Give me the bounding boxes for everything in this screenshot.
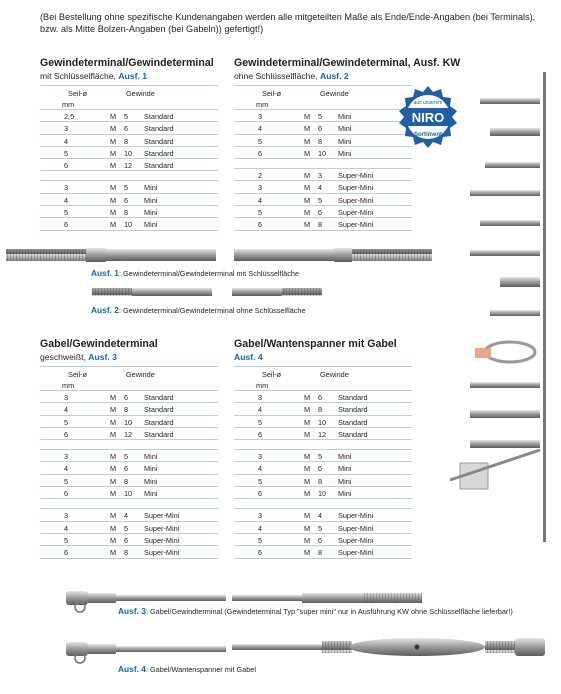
cell-m: M [110, 523, 117, 533]
table-row [40, 522, 218, 534]
table-row [40, 403, 218, 415]
cell-type: Mini [338, 112, 352, 121]
cell-type: Mini [144, 195, 158, 205]
cell-seil: 3 [258, 183, 263, 193]
cell-m: M [304, 511, 311, 521]
cell-seil: 3 [64, 183, 69, 193]
cell-size: 5 [124, 112, 129, 121]
cell-seil: 6 [258, 148, 263, 158]
cell-seil: 4 [258, 523, 263, 533]
table-row [40, 546, 218, 558]
cell-type: Super-Mini [338, 535, 374, 545]
table-row [40, 391, 218, 403]
cell-type: Mini [338, 476, 352, 486]
cell-type: Super-Mini [338, 523, 374, 533]
cell-m: M [110, 476, 117, 486]
cell-size: 6 [318, 393, 323, 402]
section-1-subtitle [40, 71, 147, 81]
cell-size: 8 [124, 136, 129, 146]
cell-seil: 5 [64, 417, 69, 427]
product-image-ausf-1-right [234, 244, 434, 266]
cell-m: M [304, 171, 311, 181]
cell-size: 6 [124, 393, 129, 402]
table-row [40, 462, 218, 474]
cell-size: 8 [318, 548, 323, 558]
table-row [234, 110, 412, 122]
cell-m: M [304, 452, 311, 462]
cell-size: 5 [124, 452, 129, 462]
cell-m: M [110, 511, 117, 521]
cell-m: M [304, 195, 311, 205]
table-row [234, 428, 412, 440]
table-header [40, 85, 218, 110]
cell-size: 12 [318, 429, 327, 439]
table-row [234, 169, 412, 181]
cell-size: 3 [318, 171, 323, 181]
cell-size: 8 [318, 220, 323, 230]
cell-size: 6 [124, 464, 129, 474]
cell-seil: 6 [258, 429, 263, 439]
cell-seil: 5 [258, 476, 263, 486]
table-group-spacer [40, 440, 218, 450]
cell-seil: 3 [258, 112, 263, 121]
cell-seil: 4 [64, 405, 69, 415]
cell-m: M [110, 161, 117, 171]
cell-seil: 5 [258, 535, 263, 545]
section-4-subtitle [234, 352, 263, 362]
cell-seil: 6 [258, 489, 263, 499]
cell-m: M [110, 535, 117, 545]
cell-type: Super-Mini [338, 220, 374, 230]
cell-type: Mini [338, 452, 352, 462]
column-header-seil: Seil-ø [68, 370, 88, 379]
table-row [234, 450, 412, 462]
cell-type: Super-Mini [338, 195, 374, 205]
cell-size: 5 [318, 452, 323, 462]
table-row [234, 147, 412, 159]
cell-m: M [110, 417, 117, 427]
table-row [234, 403, 412, 415]
cell-type: Standard [144, 161, 174, 171]
table-row [40, 206, 218, 218]
cell-m: M [304, 535, 311, 545]
cell-type: Super-Mini [144, 523, 180, 533]
cell-seil: 4 [64, 464, 69, 474]
cell-size: 8 [124, 476, 129, 486]
cell-size: 10 [124, 489, 133, 499]
product-image-ausf-4-left [64, 634, 234, 666]
cell-m: M [304, 476, 311, 486]
cell-type: Standard [144, 405, 174, 415]
cell-seil: 3 [64, 393, 69, 402]
cell-size: 5 [124, 183, 129, 193]
cell-type: Standard [144, 417, 174, 427]
cell-seil: 6 [64, 548, 69, 558]
product-image-ausf-1-left [4, 244, 228, 266]
cell-m: M [304, 489, 311, 499]
cell-m: M [110, 429, 117, 439]
cell-type: Standard [144, 124, 174, 134]
cell-type: Super-Mini [338, 183, 374, 193]
cell-type: Standard [338, 393, 368, 402]
column-header-mm: mm [62, 100, 75, 109]
table-row [234, 391, 412, 403]
table-group-spacer [234, 440, 412, 450]
table-group-spacer [234, 499, 412, 509]
column-header-gewinde: Gewinde [126, 370, 155, 379]
table-row [40, 487, 218, 499]
table-row [234, 218, 412, 230]
table-row [40, 110, 218, 122]
cell-seil: 3 [64, 452, 69, 462]
cell-m: M [110, 489, 117, 499]
cell-size: 8 [318, 476, 323, 486]
cell-m: M [304, 124, 311, 134]
section-3-subtitle [40, 352, 117, 362]
cell-size: 10 [318, 489, 327, 499]
cell-m: M [304, 208, 311, 218]
cell-size: 6 [124, 535, 129, 545]
cell-type: Standard [338, 417, 368, 427]
table-group-spacer [40, 499, 218, 509]
cell-type: Standard [338, 429, 368, 439]
table-group-spacer [40, 171, 218, 181]
cell-type: Mini [144, 208, 158, 218]
table-row [234, 135, 412, 147]
cell-size: 8 [124, 548, 129, 558]
table-row [40, 509, 218, 521]
cell-size: 10 [124, 220, 133, 230]
cell-m: M [110, 393, 117, 402]
cell-seil: 6 [64, 161, 69, 171]
cell-seil: 5 [64, 476, 69, 486]
cell-size: 5 [318, 523, 323, 533]
cell-type: Super-Mini [338, 548, 374, 558]
caption-4-ausf: Ausf. 4 [118, 664, 146, 674]
table-row [40, 428, 218, 440]
table-row [40, 450, 218, 462]
cell-seil: 5 [258, 208, 263, 218]
table-row [40, 159, 218, 171]
table-row [40, 534, 218, 546]
cell-seil: 6 [64, 220, 69, 230]
cell-size: 6 [124, 195, 129, 205]
cell-type: Mini [144, 452, 158, 462]
table-row [234, 181, 412, 193]
cell-size: 5 [318, 195, 323, 205]
cell-type: Mini [338, 148, 352, 158]
section-3-title: Gabel/Gewindeterminal [40, 338, 158, 350]
cell-seil: 5 [258, 136, 263, 146]
cell-size: 10 [124, 417, 133, 427]
caption-3-text: : Gabel/Gewindterminal (Gewindeterminal Typ "super mini" nur in Ausführung KW ohne Schlüsselfläche lieferbar!) [145, 607, 513, 616]
intro-note [40, 11, 560, 36]
cell-type: Mini [338, 489, 352, 499]
cell-m: M [304, 417, 311, 427]
table-row [234, 546, 412, 558]
cell-size: 6 [318, 208, 323, 218]
section-1-ausf: Ausf. 1 [118, 71, 147, 81]
cell-seil: 5 [64, 148, 69, 158]
cell-type: Super-Mini [338, 208, 374, 218]
cell-size: 4 [318, 511, 323, 521]
cell-m: M [304, 405, 311, 415]
cell-m: M [304, 112, 311, 121]
caption-3-ausf: Ausf. 3 [118, 606, 146, 616]
table-row [234, 475, 412, 487]
section-2-sub-text: ohne Schlüsselfläche, [234, 71, 320, 81]
intro-line-2: bzw. als Mitte Bolzen-Angaben (bei Gabeln)) gefertigt!) [40, 24, 264, 35]
table-row [234, 206, 412, 218]
table-section-2 [234, 85, 412, 231]
cell-size: 8 [124, 208, 129, 218]
column-header-gewinde: Gewinde [126, 89, 155, 98]
cell-seil: 2 [258, 171, 263, 181]
cell-seil: 3 [258, 511, 263, 521]
cell-m: M [110, 124, 117, 134]
cell-size: 5 [318, 112, 323, 121]
cell-m: M [110, 195, 117, 205]
column-header-gewinde: Gewinde [320, 89, 349, 98]
table-row [40, 147, 218, 159]
cell-type: Super-Mini [144, 548, 180, 558]
cell-type: Mini [338, 464, 352, 474]
section-4-title: Gabel/Wantenspanner mit Gabel [234, 338, 397, 350]
cell-m: M [304, 523, 311, 533]
cell-size: 4 [318, 183, 323, 193]
table-header [40, 366, 218, 391]
caption-1-text: : Gewindeterminal/Gewindeterminal mit Schlüsselfläche [118, 269, 300, 278]
section-1-sub-text: mit Schlüsselfläche, [40, 71, 119, 81]
cell-seil: 5 [64, 208, 69, 218]
cell-m: M [110, 148, 117, 158]
intro-line-1: (Bei Bestellung ohne spezifische Kundenangaben werden alle mitgeteilten Maße als Ende/Ende-Angaben (bei Terminals), [40, 12, 536, 22]
cell-m: M [110, 136, 117, 146]
column-header-seil: Seil-ø [262, 370, 282, 379]
cell-seil: 6 [258, 220, 263, 230]
table-header [234, 85, 412, 110]
cell-size: 6 [318, 535, 323, 545]
cell-type: Standard [144, 148, 174, 158]
niro-badge-icon [395, 84, 461, 150]
caption-2-ausf: Ausf. 2 [91, 305, 119, 315]
table-row [40, 475, 218, 487]
table-row [234, 194, 412, 206]
column-header-mm: mm [256, 100, 269, 109]
caption-2-text: : Gewindeterminal/Gewindeterminal ohne Schlüsselfläche [118, 306, 306, 315]
cell-m: M [304, 148, 311, 158]
cell-size: 4 [124, 511, 129, 521]
cell-size: 8 [124, 405, 129, 415]
cell-size: 10 [318, 148, 327, 158]
cell-type: Mini [338, 124, 352, 134]
column-header-seil: Seil-ø [262, 89, 282, 98]
table-row [234, 522, 412, 534]
table-row [234, 487, 412, 499]
table-section-3 [40, 366, 218, 559]
caption-ausf-3 [118, 606, 513, 616]
section-2-subtitle [234, 71, 349, 81]
table-row [234, 509, 412, 521]
cell-size: 8 [318, 405, 323, 415]
section-3-sub-text: geschweißt, [40, 352, 89, 362]
cell-size: 6 [318, 124, 323, 134]
cell-seil: 5 [258, 417, 263, 427]
caption-ausf-2 [91, 305, 306, 315]
cell-seil: 4 [258, 195, 263, 205]
column-header-mm: mm [256, 381, 269, 390]
cell-m: M [304, 429, 311, 439]
cell-type: Standard [144, 136, 174, 146]
section-4-ausf: Ausf. 4 [234, 352, 263, 362]
cell-type: Standard [144, 112, 174, 121]
cell-type: Mini [144, 476, 158, 486]
cell-type: Mini [338, 136, 352, 146]
cell-m: M [304, 136, 311, 146]
table-row [234, 534, 412, 546]
cell-seil: 4 [258, 405, 263, 415]
cell-seil: 4 [64, 523, 69, 533]
table-row [234, 416, 412, 428]
cell-size: 10 [318, 417, 327, 427]
table-row [40, 194, 218, 206]
cell-m: M [110, 452, 117, 462]
cell-seil: 3 [64, 124, 69, 134]
cell-seil: 6 [64, 429, 69, 439]
cell-seil: 3 [258, 393, 263, 402]
section-1-title: Gewindeterminal/Gewindeterminal [40, 57, 214, 69]
cell-seil: 6 [64, 489, 69, 499]
table-group-spacer [234, 159, 412, 169]
cell-type: Standard [338, 405, 368, 415]
cell-type: Mini [144, 183, 158, 193]
product-image-ausf-2-left [92, 285, 212, 299]
column-header-gewinde: Gewinde [320, 370, 349, 379]
cell-type: Mini [144, 464, 158, 474]
cell-m: M [110, 208, 117, 218]
column-header-seil: Seil-ø [68, 89, 88, 98]
cell-seil: 3 [64, 511, 69, 521]
badge-label: NIRO [411, 110, 445, 125]
badge-ring-top: aus unserem [413, 100, 443, 106]
caption-4-text: : Gabel/Wantenspanner mit Gabel [145, 665, 256, 674]
cell-m: M [110, 220, 117, 230]
cell-type: Mini [144, 489, 158, 499]
table-row [40, 181, 218, 193]
cell-type: Super-Mini [338, 171, 374, 181]
section-3-ausf: Ausf. 3 [88, 352, 117, 362]
cell-seil: 3 [258, 452, 263, 462]
cell-type: Super-Mini [144, 535, 180, 545]
cell-m: M [304, 220, 311, 230]
product-image-ausf-2-right [232, 285, 322, 299]
caption-ausf-1 [91, 268, 299, 278]
cell-seil: 2,5 [64, 112, 75, 121]
table-header [234, 366, 412, 391]
table-row [40, 416, 218, 428]
cell-size: 12 [124, 429, 133, 439]
cell-size: 6 [318, 464, 323, 474]
column-header-mm: mm [62, 381, 75, 390]
cell-m: M [304, 393, 311, 402]
cell-type: Standard [144, 429, 174, 439]
cell-type: Mini [144, 220, 158, 230]
cell-m: M [110, 112, 117, 121]
cell-type: Super-Mini [144, 511, 180, 521]
cell-type: Super-Mini [338, 511, 374, 521]
cell-size: 6 [124, 124, 129, 134]
cell-m: M [110, 405, 117, 415]
table-row [40, 218, 218, 230]
cell-size: 5 [124, 523, 129, 533]
section-2-title: Gewindeterminal/Gewindeterminal, Ausf. KW [234, 57, 461, 69]
cell-m: M [110, 464, 117, 474]
table-section-1 [40, 85, 218, 231]
cell-m: M [304, 183, 311, 193]
section-2-ausf: Ausf. 2 [320, 71, 349, 81]
badge-ring-bottom: Sortiment [413, 132, 443, 138]
cell-seil: 4 [258, 124, 263, 134]
caption-1-ausf: Ausf. 1 [91, 268, 119, 278]
cell-size: 8 [318, 136, 323, 146]
cell-seil: 4 [258, 464, 263, 474]
cell-type: Standard [144, 393, 174, 402]
table-row [40, 122, 218, 134]
table-row [40, 135, 218, 147]
cell-m: M [110, 548, 117, 558]
cell-m: M [304, 548, 311, 558]
table-section-4 [234, 366, 412, 559]
cell-size: 12 [124, 161, 133, 171]
cell-seil: 4 [64, 136, 69, 146]
cell-m: M [110, 183, 117, 193]
product-image-ausf-4-right [232, 630, 552, 666]
cell-seil: 4 [64, 195, 69, 205]
table-row [234, 122, 412, 134]
cell-m: M [304, 464, 311, 474]
cell-seil: 5 [64, 535, 69, 545]
cell-seil: 6 [258, 548, 263, 558]
caption-ausf-4 [118, 664, 256, 674]
table-row [234, 462, 412, 474]
cell-size: 10 [124, 148, 133, 158]
